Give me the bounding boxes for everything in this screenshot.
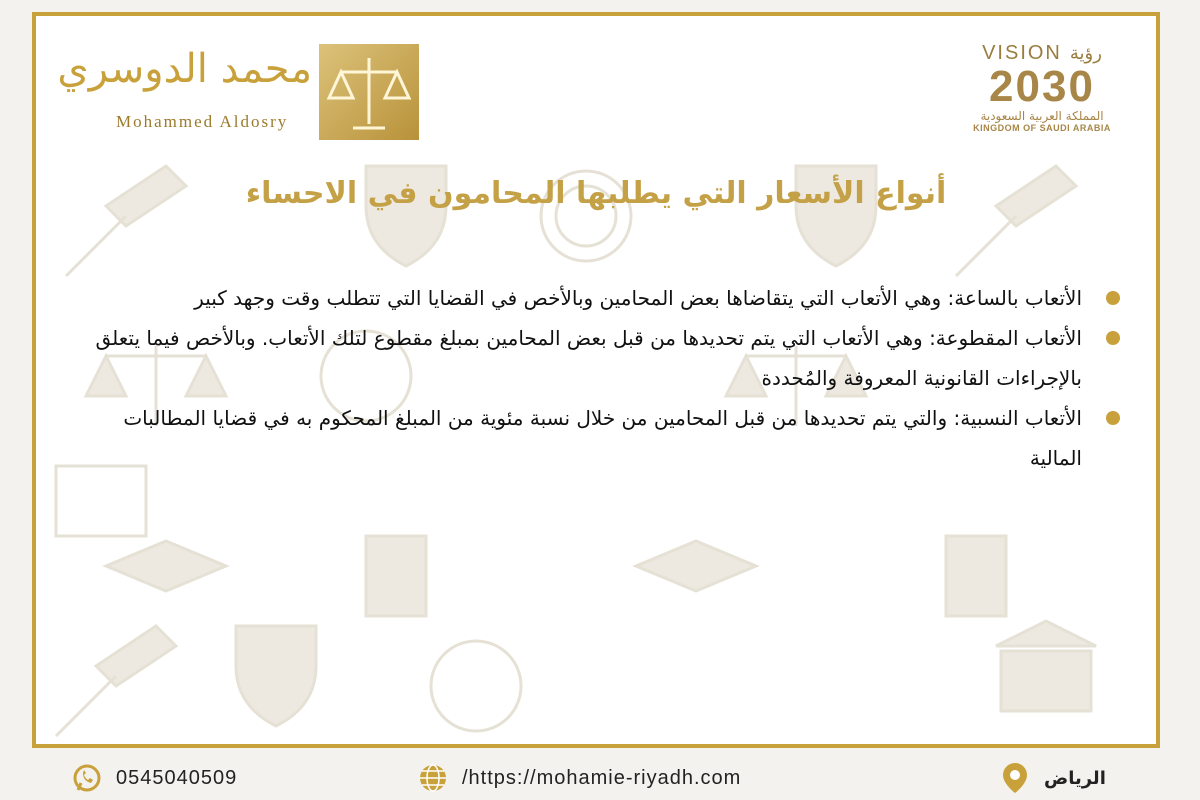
location-info	[1000, 756, 1106, 800]
brand-logo	[57, 44, 424, 144]
list-item	[84, 398, 1124, 478]
vision-2030-logo	[952, 42, 1132, 142]
bullet-icon	[1106, 411, 1120, 425]
law-book-icon	[946, 536, 1006, 616]
scales-logo-icon	[319, 44, 419, 140]
bullet-icon	[1106, 331, 1120, 345]
brand-latin-name: Mohammed Aldosry	[116, 112, 289, 131]
website-url: /https://mohamie-riyadh.com	[462, 766, 742, 789]
vision-kingdom-arabic: المملكة العربية السعودية	[980, 109, 1104, 123]
gavel-icon	[56, 626, 176, 736]
city-name: الرياض	[1044, 767, 1106, 789]
list-item-text: الأتعاب بالساعة: وهي الأتعاب التي يتقاضاها بعض المحامين وبالأخص في القضايا التي تتطلب وقت وجهد كبير	[194, 286, 1082, 310]
list-item	[84, 278, 1124, 318]
globe-icon	[418, 763, 448, 793]
fee-types-list	[84, 278, 1124, 478]
website-link[interactable]	[418, 756, 741, 800]
vision-year: 2030	[989, 62, 1095, 111]
courthouse-icon	[996, 621, 1096, 711]
location-pin-icon	[1000, 761, 1030, 795]
vision-word: VISION	[982, 42, 1062, 64]
shield-icon	[236, 626, 316, 726]
contact-footer	[0, 756, 1200, 800]
poster-frame	[32, 12, 1160, 748]
bullet-icon	[1106, 291, 1120, 305]
graduation-cap-icon	[106, 541, 226, 591]
brand-arabic-name: محمد الدوسري	[57, 46, 312, 92]
phone-number: 0545040509	[116, 766, 238, 789]
fingerprint-icon	[431, 641, 521, 731]
list-item-text: الأتعاب المقطوعة: وهي الأتعاب التي يتم تحديدها من قبل بعض المحامين بمبلغ مقطوع لتلك الأتعاب. وبالأخص فيما يتعلق بالإجراءات القانونية المعروفة والمُحددة	[95, 326, 1082, 390]
page-title: أنواع الأسعار التي يطلبها المحامون في الاحساء	[245, 176, 947, 211]
graduation-cap-icon	[636, 541, 756, 591]
list-item	[84, 318, 1124, 398]
vision-kingdom-english: KINGDOM OF SAUDI ARABIA	[973, 123, 1111, 133]
law-book-icon	[366, 536, 426, 616]
whatsapp-icon	[72, 763, 102, 793]
list-item-text: الأتعاب النسبية: والتي يتم تحديدها من قبل المحامين من خلال نسبة مئوية من المبلغ المحكوم به في قضايا المطالبات المالية	[123, 406, 1082, 470]
vision-arabic-word: رؤية	[1069, 43, 1102, 64]
phone-contact[interactable]	[72, 756, 237, 800]
